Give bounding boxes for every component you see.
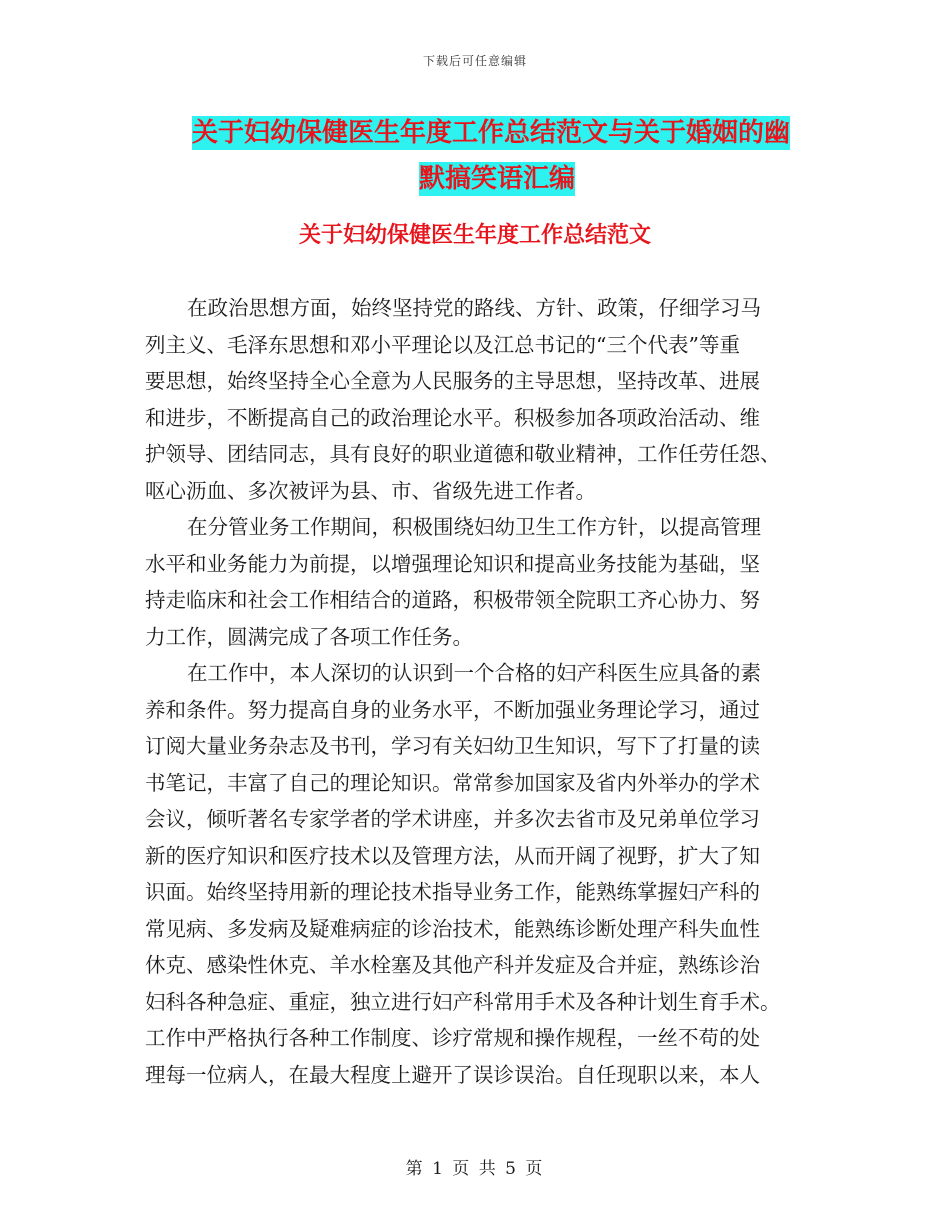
paragraph-1-line: 列主义、毛泽东思想和邓小平理论以及江总书记的“三个代表”等重: [145, 332, 740, 357]
paragraph-1-line: 呕心沥血、多次被评为县、市、省级先进工作者。: [145, 478, 596, 503]
document-title: [192, 110, 802, 202]
title-highlight-2: 默搞笑语汇编: [418, 164, 575, 194]
body-text: [145, 290, 805, 1093]
title-highlight-1: 关于妇幼保健医生年度工作总结范文与关于婚姻的幽: [192, 118, 791, 148]
paragraph-3-line: 识面。始终坚持用新的理论技术指导业务工作，能熟练掌握妇产科的: [145, 880, 760, 904]
paragraph-3-line: 会议，倾听著名专家学者的学术讲座，并多次去省市及兄弟单位学习: [145, 807, 760, 831]
paragraph-3-line: 养和条件。努力提高自身的业务水平，不断加强业务理论学习，通过: [145, 697, 760, 722]
paragraph-3-line: 书笔记，丰富了自己的理论知识。常常参加国家及省内外举办的学术: [145, 770, 760, 795]
section-title: 关于妇幼保健医生年度工作总结范文: [298, 223, 651, 248]
paragraph-3-line: 订阅大量业务杂志及书刊，学习有关妇幼卫生知识，写下了打量的读: [145, 734, 760, 758]
paragraph-1-line: 在政治思想方面，始终坚持党的路线、方针、政策，仔细学习马: [187, 296, 761, 320]
paragraph-2-line: 在分管业务工作期间，积极围绕妇幼卫生工作方针，以提高管理: [187, 515, 761, 539]
paragraph-1-line: 护领导、团结同志，具有良好的职业道德和敬业精神，工作任劳任怨、: [145, 442, 781, 466]
paragraph-3-line: 理每一位病人，在最大程度上避开了误诊误治。自任现职以来，本人: [145, 1062, 760, 1087]
paragraph-3-line: 新的医疗知识和医疗技术以及管理方法，从而开阔了视野，扩大了知: [145, 843, 760, 868]
paragraph-1-line: 要思想，始终坚持全心全意为人民服务的主导思想，坚持改革、进展: [145, 369, 760, 393]
header-note: 下载后可任意编辑: [422, 54, 527, 68]
paragraph-3-line: 常见病、多发病及疑难病症的诊治技术，能熟练诊断处理产科失血性: [145, 916, 760, 941]
paragraph-3-line: 休克、感染性休克、羊水栓塞及其他产科并发症及合并症，熟练诊治: [145, 953, 760, 977]
paragraph-3-line: 工作中严格执行各种工作制度、诊疗常规和操作规程，一丝不苟的处: [145, 1026, 760, 1050]
paragraph-3-line: 妇科各种急症、重症，独立进行妇产科常用手术及各种计划生育手术。: [145, 989, 781, 1014]
page-footer: 第 1 页 共 5 页: [405, 1159, 545, 1179]
title-line-2: [192, 156, 802, 202]
paragraph-1-line: 和进步，不断提高自己的政治理论水平。积极参加各项政治活动、维: [145, 405, 760, 430]
paragraph-3-line: 在工作中，本人深切的认识到一个合格的妇产科医生应具备的素: [187, 661, 761, 685]
paragraph-2-line: 力工作，圆满完成了各项工作任务。: [145, 624, 473, 649]
paragraph-2-line: 持走临床和社会工作相结合的道路，积极带领全院职工齐心协力、努: [145, 588, 760, 612]
title-line-1: [192, 110, 802, 156]
paragraph-2-line: 水平和业务能力为前提，以增强理论知识和提高业务技能为基础，坚: [145, 551, 760, 576]
